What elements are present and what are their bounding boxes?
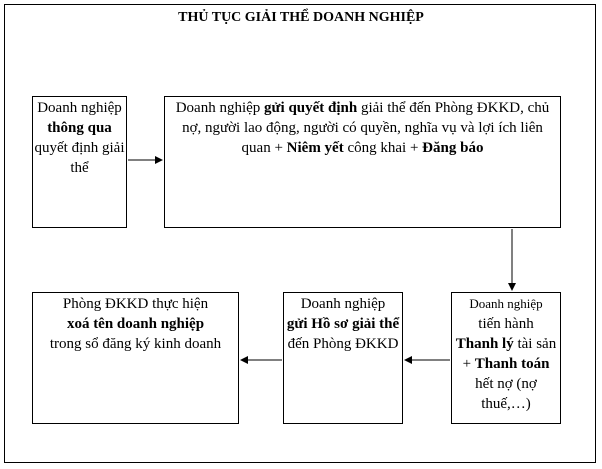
step2-bold-b: Niêm yết — [286, 140, 344, 156]
step3-text-a: Doanh nghiệp — [469, 296, 543, 311]
step3-bold-a: Thanh lý — [455, 336, 514, 352]
step3-text-b: tiến hành — [478, 316, 534, 332]
diagram-title: THỦ TỤC GIẢI THỂ DOANH NGHIỆP — [178, 10, 424, 25]
step4-text-b: đến Phòng ĐKKD — [287, 336, 399, 352]
step2-bold-a: gửi quyết định — [264, 100, 358, 116]
step1-text-b: quyết định giải thể — [34, 140, 125, 176]
step3-text-c: tài sản + — [462, 336, 557, 372]
step3-bold-b: Thanh toán — [474, 356, 550, 372]
step4-text-a: Doanh nghiệp — [300, 296, 386, 312]
step5-text-a: Phòng ĐKKD thực hiện — [62, 296, 209, 312]
step4-bold-a: gửi Hồ sơ giải thể — [286, 316, 400, 332]
step1-text-a: Doanh nghiệp — [37, 100, 122, 116]
step5-bold-a: xoá tên doanh nghiệp — [66, 316, 205, 332]
step3-text-d: hết nợ (nợ thuế,…) — [475, 376, 537, 412]
step2-text-a: Doanh nghiệp — [175, 100, 261, 116]
step5-text-b: trong sổ đăng ký kinh doanh — [49, 336, 222, 352]
step2-bold-c: Đăng báo — [422, 140, 484, 156]
step1-bold-a: thông qua — [47, 120, 112, 136]
step2-text-c: công khai + — [347, 140, 419, 156]
step2-text-b: giải thể đến Phòng ĐKKD, chủ nợ, người lao động, người có quyền, nghĩa vụ và lợi ích liên quan + — [182, 100, 550, 156]
